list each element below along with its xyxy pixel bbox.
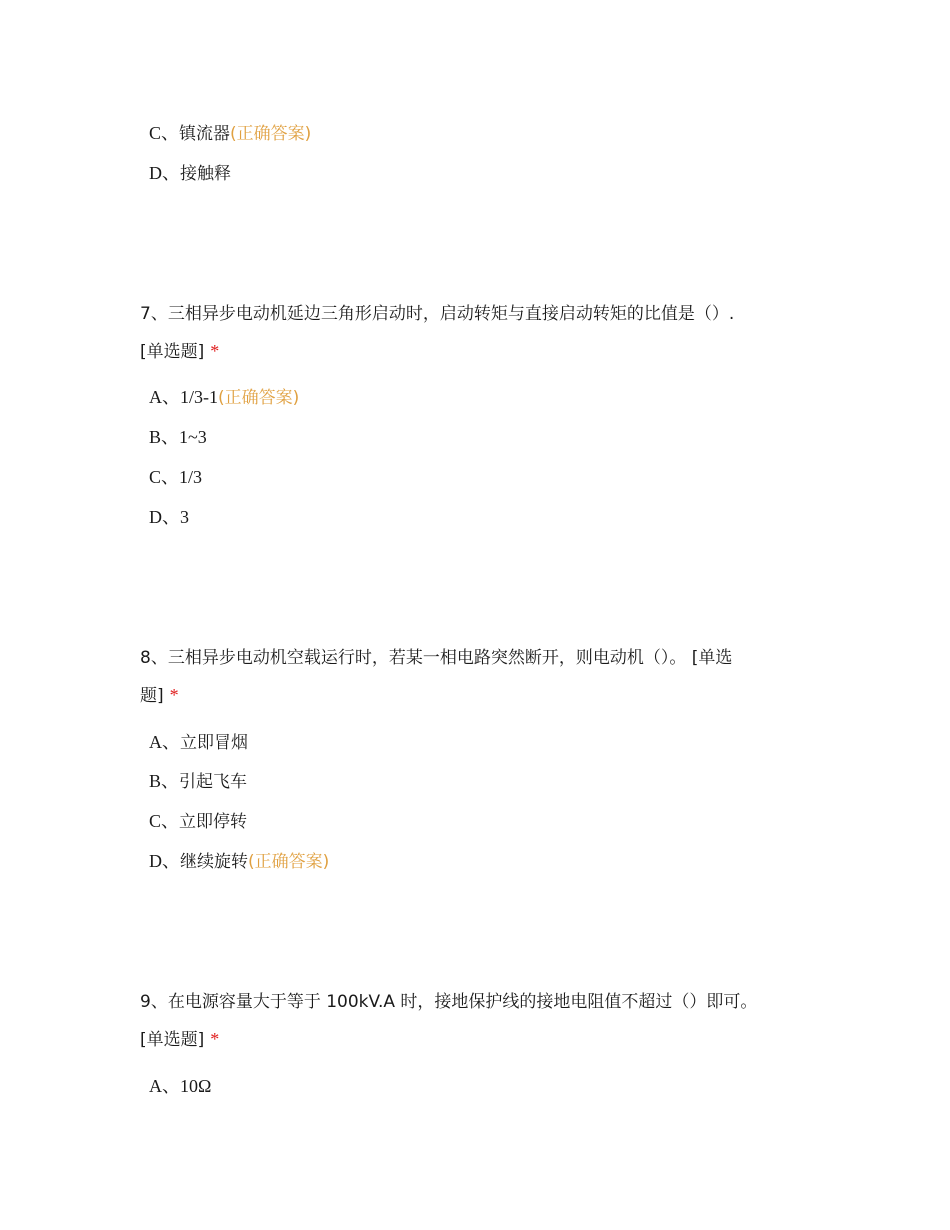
q7-option-d[interactable]: [149, 505, 189, 529]
q8-option-a[interactable]: [149, 730, 248, 755]
option-label: D、: [149, 507, 180, 527]
correct-answer-tag: (正确答案): [230, 124, 312, 144]
q8-line2: 题]: [140, 686, 164, 706]
option-text: 1/3: [179, 467, 203, 487]
required-marker: *: [210, 1029, 220, 1049]
q8-title: [140, 640, 800, 715]
option-label: C、: [149, 467, 180, 487]
q7-option-b[interactable]: [149, 425, 207, 449]
option-text: 镇流器: [179, 124, 231, 144]
option-label: A、: [149, 387, 180, 407]
option-label: C、: [149, 811, 180, 831]
option-label: D、: [149, 851, 180, 871]
option-text: 立即冒烟: [180, 733, 248, 753]
q7-line1: 7、三相异步电动机延边三角形启动时，启动转矩与直接启动转矩的比值是（）.: [140, 304, 735, 324]
required-marker: *: [169, 685, 179, 705]
option-text: 接触释: [180, 164, 231, 184]
q7-option-a[interactable]: [149, 385, 299, 410]
option-label: D、: [149, 163, 180, 183]
option-text: 继续旋转: [180, 852, 248, 872]
option-text: 3: [180, 507, 189, 527]
option-label: A、: [149, 1076, 180, 1096]
q7-option-c[interactable]: [149, 465, 202, 489]
q8-option-d[interactable]: [149, 849, 329, 874]
option-text: 引起飞车: [179, 772, 248, 792]
q8-option-c[interactable]: [149, 809, 247, 834]
correct-answer-tag: (正确答案): [218, 388, 300, 408]
option-label: B、: [149, 771, 180, 791]
q8-line1: 8、三相异步电动机空载运行时，若某一相电路突然断开，则电动机（）。 [单选: [140, 648, 733, 668]
option-text: 1/3-1: [180, 387, 218, 407]
required-marker: *: [210, 341, 220, 361]
q7-type: [单选题]: [140, 342, 205, 362]
q9-title: [140, 984, 800, 1059]
q9-type: [单选题]: [140, 1030, 205, 1050]
option-label: A、: [149, 732, 180, 752]
q9-option-a[interactable]: [149, 1074, 211, 1098]
q6-option-d[interactable]: [149, 161, 231, 186]
q9-line1: 9、在电源容量大于等于 100kV.A 时，接地保护线的接地电阻值不超过（）即可。: [140, 992, 758, 1012]
q6-option-c[interactable]: [149, 121, 311, 146]
q8-option-b[interactable]: [149, 769, 247, 794]
option-label: C、: [149, 123, 180, 143]
option-label: B、: [149, 427, 180, 447]
option-text: 1~3: [179, 427, 207, 447]
option-text: 立即停转: [179, 812, 248, 832]
correct-answer-tag: (正确答案): [248, 852, 330, 872]
option-text: 10Ω: [180, 1076, 212, 1096]
q7-title: [140, 296, 800, 371]
